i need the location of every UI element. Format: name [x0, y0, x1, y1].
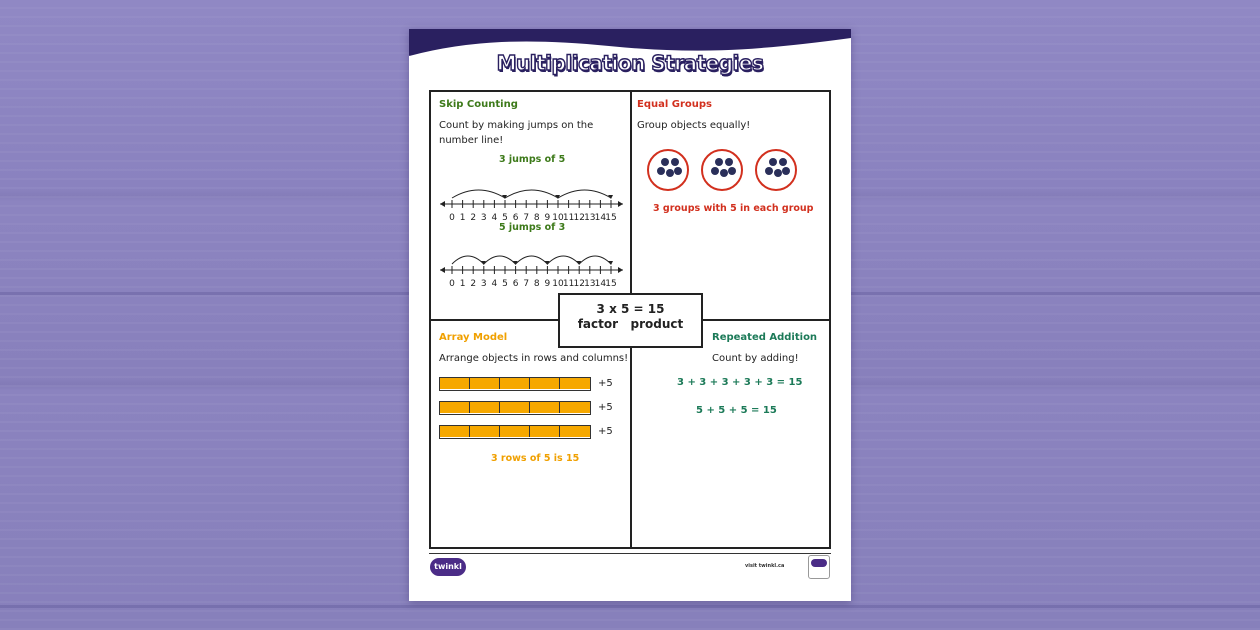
array-row	[439, 425, 591, 439]
array-row-label: +5	[598, 378, 613, 389]
group-dot	[774, 169, 782, 177]
twinkl-badge-icon	[808, 555, 830, 579]
group-dot	[779, 158, 787, 166]
number-line-label: 10	[552, 279, 564, 288]
number-line-label: 15	[605, 213, 617, 222]
repeated-addition-heading: Repeated Addition	[712, 332, 818, 343]
repeated-addition-eq-2: 5 + 5 + 5 = 15	[696, 405, 777, 416]
number-line-label: 13	[584, 279, 596, 288]
number-line-label: 4	[491, 213, 498, 222]
array-cell	[470, 378, 500, 389]
group-dot	[715, 158, 723, 166]
number-line-label: 13	[584, 213, 596, 222]
footer-divider	[429, 553, 831, 554]
array-model-heading: Array Model	[439, 332, 508, 343]
number-line-label: 14	[594, 213, 607, 222]
number-line-label: 9	[544, 279, 551, 288]
number-line-label: 4	[491, 279, 498, 288]
array-cell	[470, 426, 500, 437]
twinkl-logo: twinkl	[430, 558, 466, 576]
skip-counting-heading: Skip Counting	[439, 99, 518, 110]
number-line-label: 1	[459, 279, 466, 288]
equal-groups-text: Group objects equally!	[637, 120, 751, 131]
number-line-label: 11	[562, 279, 575, 288]
jump-arc	[452, 256, 484, 264]
jump-arc	[579, 256, 611, 264]
array-cell	[500, 402, 530, 413]
number-line-label: 2	[470, 279, 477, 288]
group-dot	[711, 167, 719, 175]
group-dot	[728, 167, 736, 175]
skip-counting-text-1: Count by making jumps on the	[439, 120, 594, 131]
array-cell	[440, 402, 470, 413]
number-line-label: 7	[523, 279, 530, 288]
skip-label-jumps-of-5: 3 jumps of 5	[499, 154, 566, 165]
number-line-label: 0	[449, 279, 455, 288]
number-line-label: 10	[552, 213, 564, 222]
jump-arc	[547, 256, 579, 264]
array-row-label: +5	[598, 426, 613, 437]
array-cell	[530, 426, 560, 437]
group-dot	[765, 167, 773, 175]
skip-counting-text-2: number line!	[439, 135, 504, 146]
array-row-label: +5	[598, 402, 613, 413]
number-line-label: 0	[449, 213, 455, 222]
number-line-label: 1	[459, 213, 466, 222]
number-line-label: 12	[573, 213, 585, 222]
page-title: Multiplication Strategies	[496, 51, 764, 75]
group-dot	[782, 167, 790, 175]
number-line-jumps-of-5	[437, 172, 627, 222]
array-cell	[440, 378, 470, 389]
array-row	[439, 401, 591, 415]
array-cell	[560, 378, 590, 389]
worksheet-page	[409, 29, 851, 601]
group-dot	[666, 169, 674, 177]
number-line-label: 3	[480, 213, 487, 222]
jump-arc	[516, 256, 548, 264]
group-circle	[755, 149, 797, 191]
number-line-jumps-of-3	[437, 238, 627, 288]
group-dot	[661, 158, 669, 166]
number-line-label: 9	[544, 213, 551, 222]
array-cell	[500, 378, 530, 389]
skip-label-jumps-of-3: 5 jumps of 3	[499, 222, 566, 233]
array-cell	[560, 402, 590, 413]
group-dot	[725, 158, 733, 166]
jump-arc	[452, 190, 505, 198]
center-equation: 3 x 5 = 15	[596, 302, 665, 316]
number-line-label: 8	[533, 279, 540, 288]
number-line-label: 2	[470, 213, 477, 222]
array-cell	[440, 426, 470, 437]
group-circle	[647, 149, 689, 191]
array-row	[439, 377, 591, 391]
array-model-caption: 3 rows of 5 is 15	[491, 453, 580, 464]
jump-arc	[484, 256, 516, 264]
number-line-label: 14	[594, 279, 607, 288]
footer-visit-link: visit twinkl.ca	[745, 563, 785, 569]
number-line-label: 6	[512, 279, 519, 288]
center-equation-box	[558, 293, 703, 348]
group-dot	[720, 169, 728, 177]
repeated-addition-text: Count by adding!	[712, 353, 799, 364]
jump-arc	[558, 190, 611, 198]
number-line-label: 11	[562, 213, 575, 222]
array-cell	[470, 402, 500, 413]
array-cell	[530, 378, 560, 389]
group-dot	[657, 167, 665, 175]
center-equation-labels: factor product	[577, 317, 684, 331]
group-dot	[674, 167, 682, 175]
group-circle	[701, 149, 743, 191]
wood-plank-seam	[0, 605, 1260, 608]
array-cell	[560, 426, 590, 437]
number-line-label: 5	[502, 213, 508, 222]
group-dot	[769, 158, 777, 166]
array-cell	[500, 426, 530, 437]
number-line-label: 5	[502, 279, 508, 288]
number-line-label: 15	[605, 279, 617, 288]
number-line-label: 12	[573, 279, 585, 288]
number-line-label: 8	[533, 213, 540, 222]
number-line-label: 6	[512, 213, 519, 222]
array-cell	[530, 402, 560, 413]
equal-groups-heading: Equal Groups	[637, 99, 713, 110]
group-dot	[671, 158, 679, 166]
jump-arc	[505, 190, 558, 198]
repeated-addition-eq-1: 3 + 3 + 3 + 3 + 3 = 15	[677, 377, 803, 388]
number-line-label: 7	[523, 213, 530, 222]
number-line-label: 3	[480, 279, 487, 288]
equal-groups-caption: 3 groups with 5 in each group	[653, 203, 814, 214]
array-model-text: Arrange objects in rows and columns!	[439, 353, 629, 364]
